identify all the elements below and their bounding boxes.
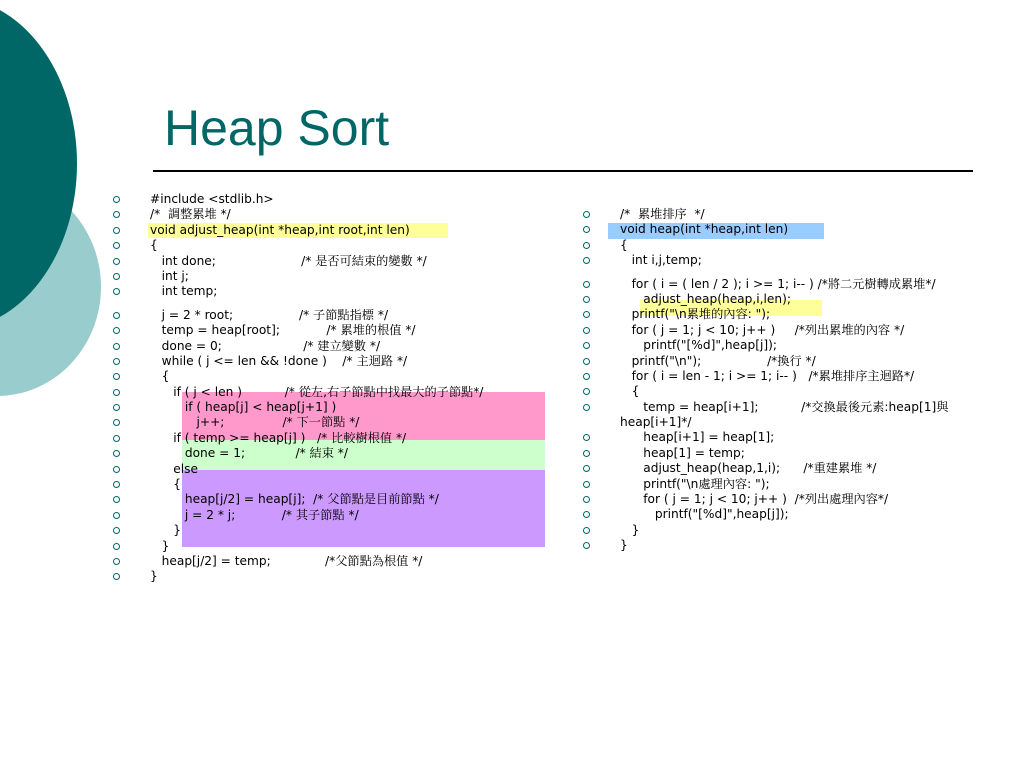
code-text: { bbox=[150, 369, 170, 384]
code-line bbox=[113, 477, 563, 492]
code-text: int temp; bbox=[150, 284, 218, 299]
code-text: int done; /* 是否可結束的變數 */ bbox=[150, 253, 427, 268]
code-line bbox=[113, 284, 563, 299]
left-code-column bbox=[113, 192, 563, 585]
code-line bbox=[113, 431, 563, 446]
code-line bbox=[113, 269, 563, 284]
code-line bbox=[583, 292, 1003, 307]
code-line bbox=[583, 492, 1003, 507]
code-text: { bbox=[620, 237, 628, 252]
code-line bbox=[583, 477, 1003, 492]
code-text: printf("\n處理內容: "); bbox=[620, 476, 770, 491]
code-text: for ( j = 1; j < 10; j++ ) /*列出處理內容*/ bbox=[620, 492, 889, 507]
code-text: int j; bbox=[150, 268, 189, 283]
bullet-icon bbox=[113, 254, 121, 269]
bullet-icon bbox=[583, 323, 591, 338]
code-line bbox=[113, 339, 563, 354]
bullet-icon bbox=[113, 284, 121, 299]
code-line bbox=[583, 307, 1003, 322]
code-text: j = 2 * j; /* 其子節點 */ bbox=[150, 507, 359, 522]
bullet-icon bbox=[583, 400, 591, 415]
code-line bbox=[113, 400, 563, 415]
bullet-icon bbox=[113, 308, 121, 323]
code-text: else bbox=[150, 461, 198, 476]
code-line bbox=[583, 523, 1003, 538]
code-line bbox=[583, 338, 1003, 353]
code-line bbox=[113, 300, 563, 308]
bullet-icon bbox=[113, 385, 121, 400]
code-text: while ( j <= len && !done ) /* 主迴路 */ bbox=[150, 353, 408, 368]
code-text: adjust_heap(heap,1,i); /*重建累堆 */ bbox=[620, 461, 877, 476]
bullet-icon bbox=[113, 415, 121, 430]
code-line bbox=[113, 523, 563, 538]
code-text: printf("[%d]",heap[j]); bbox=[620, 507, 789, 522]
code-text: for ( j = 1; j < 10; j++ ) /*列出累堆的內容 */ bbox=[620, 322, 905, 337]
code-line bbox=[583, 430, 1003, 445]
code-line bbox=[583, 461, 1003, 476]
bullet-icon bbox=[583, 369, 591, 384]
bullet-icon bbox=[583, 446, 591, 461]
code-line bbox=[583, 415, 1003, 430]
code-text: heap[1] = temp; bbox=[620, 445, 745, 460]
code-line bbox=[113, 192, 563, 207]
code-line bbox=[113, 308, 563, 323]
code-text: void adjust_heap(int *heap,int root,int len) bbox=[150, 222, 410, 237]
code-text: } bbox=[620, 538, 628, 553]
code-text: if ( temp >= heap[j] ) /* 比較樹根值 */ bbox=[150, 430, 407, 445]
code-text: temp = heap[root]; /* 累堆的根值 */ bbox=[150, 323, 416, 338]
bullet-icon bbox=[113, 323, 121, 338]
bullet-icon bbox=[583, 338, 591, 353]
bullet-icon bbox=[113, 207, 121, 222]
code-text: temp = heap[i+1]; /*交換最後元素:heap[1]與 bbox=[620, 399, 949, 414]
code-line bbox=[583, 400, 1003, 415]
code-text: printf("[%d]",heap[j]); bbox=[620, 338, 778, 353]
bullet-icon bbox=[583, 238, 591, 253]
bullet-icon bbox=[113, 539, 121, 554]
code-text: int i,j,temp; bbox=[620, 253, 702, 268]
bullet-icon bbox=[583, 222, 591, 237]
code-text: for ( i = len - 1; i >= 1; i-- ) /*累堆排序主迴路*/ bbox=[620, 368, 915, 383]
bullet-icon bbox=[113, 462, 121, 477]
bullet-icon bbox=[583, 253, 591, 268]
code-line bbox=[113, 254, 563, 269]
code-line bbox=[113, 462, 563, 477]
code-line bbox=[113, 207, 563, 222]
bullet-icon bbox=[113, 492, 121, 507]
bullet-icon bbox=[113, 431, 121, 446]
bullet-icon bbox=[113, 477, 121, 492]
code-text: /* 累堆排序 */ bbox=[620, 207, 705, 221]
bullet-icon bbox=[113, 369, 121, 384]
code-line bbox=[113, 385, 563, 400]
code-text: j++; /* 下一節點 */ bbox=[150, 415, 360, 430]
code-line bbox=[583, 207, 1003, 222]
right-code-column bbox=[583, 207, 1003, 554]
code-text: } bbox=[620, 522, 640, 537]
code-text: heap[i+1] = heap[1]; bbox=[620, 430, 775, 445]
bullet-icon bbox=[113, 339, 121, 354]
bullet-icon bbox=[583, 461, 591, 476]
code-line bbox=[583, 384, 1003, 399]
code-line bbox=[583, 222, 1003, 237]
bullet-icon bbox=[583, 523, 591, 538]
bullet-icon bbox=[583, 430, 591, 445]
code-text: heap[i+1]*/ bbox=[620, 415, 692, 430]
code-line bbox=[113, 323, 563, 338]
bullet-icon bbox=[583, 277, 591, 292]
bullet-icon bbox=[113, 446, 121, 461]
bullet-icon bbox=[583, 307, 591, 322]
code-line bbox=[583, 507, 1003, 522]
code-text: } bbox=[150, 569, 158, 584]
bullet-icon bbox=[113, 554, 121, 569]
bullet-icon bbox=[113, 223, 121, 238]
bullet-icon bbox=[113, 354, 121, 369]
code-line bbox=[113, 539, 563, 554]
code-line bbox=[113, 569, 563, 584]
code-text: { bbox=[620, 384, 640, 399]
code-line bbox=[113, 415, 563, 430]
code-text: #include <stdlib.h> bbox=[150, 192, 274, 206]
code-line bbox=[113, 238, 563, 253]
code-text: heap[j/2] = heap[j]; /* 父節點是目前節點 */ bbox=[150, 492, 439, 507]
bullet-icon bbox=[583, 354, 591, 369]
bullet-icon bbox=[113, 238, 121, 253]
bullet-icon bbox=[583, 207, 591, 222]
bullet-icon bbox=[113, 523, 121, 538]
code-text: } bbox=[150, 538, 170, 553]
code-text: done = 1; /* 結束 */ bbox=[150, 446, 348, 461]
code-text: { bbox=[150, 477, 181, 492]
code-line bbox=[583, 277, 1003, 292]
code-text: adjust_heap(heap,i,len); bbox=[620, 291, 791, 306]
code-text: void heap(int *heap,int len) bbox=[620, 222, 789, 237]
code-line bbox=[583, 446, 1003, 461]
code-line bbox=[113, 508, 563, 523]
code-line bbox=[583, 269, 1003, 277]
bullet-icon bbox=[113, 269, 121, 284]
code-line bbox=[583, 323, 1003, 338]
bullet-icon bbox=[113, 400, 121, 415]
code-line bbox=[113, 369, 563, 384]
code-text: /* 調整累堆 */ bbox=[150, 207, 231, 222]
code-line bbox=[113, 223, 563, 238]
code-text: if ( heap[j] < heap[j+1] ) bbox=[150, 400, 337, 415]
bullet-icon bbox=[583, 384, 591, 399]
bullet-icon bbox=[583, 507, 591, 522]
code-text: heap[j/2] = temp; /*父節點為根值 */ bbox=[150, 553, 423, 568]
code-line bbox=[583, 238, 1003, 253]
code-text: if ( j < len ) /* 從左,右子節點中找最大的子節點*/ bbox=[150, 384, 484, 399]
code-line bbox=[113, 554, 563, 569]
bullet-icon bbox=[583, 292, 591, 307]
code-text: done = 0; /* 建立變數 */ bbox=[150, 338, 381, 353]
code-line bbox=[113, 492, 563, 507]
code-line bbox=[583, 253, 1003, 268]
bullet-icon bbox=[583, 538, 591, 553]
code-line bbox=[113, 354, 563, 369]
code-text: printf("\n累堆的內容: "); bbox=[620, 307, 771, 322]
code-text: { bbox=[150, 238, 158, 253]
title-underline bbox=[153, 170, 973, 172]
bullet-icon bbox=[113, 569, 121, 584]
code-line bbox=[583, 354, 1003, 369]
code-text: printf("\n"); /*換行 */ bbox=[620, 353, 816, 368]
code-line bbox=[583, 538, 1003, 553]
slide-title: Heap Sort bbox=[164, 100, 390, 156]
bullet-icon bbox=[583, 477, 591, 492]
code-text: j = 2 * root; /* 子節點指標 */ bbox=[150, 307, 389, 322]
code-text: } bbox=[150, 523, 181, 538]
bullet-icon bbox=[583, 492, 591, 507]
code-line bbox=[113, 446, 563, 461]
code-text: for ( i = ( len / 2 ); i >= 1; i-- ) /*將二元樹轉成累堆*/ bbox=[620, 276, 936, 291]
bullet-icon bbox=[113, 192, 121, 207]
code-line bbox=[583, 369, 1003, 384]
bullet-icon bbox=[113, 508, 121, 523]
